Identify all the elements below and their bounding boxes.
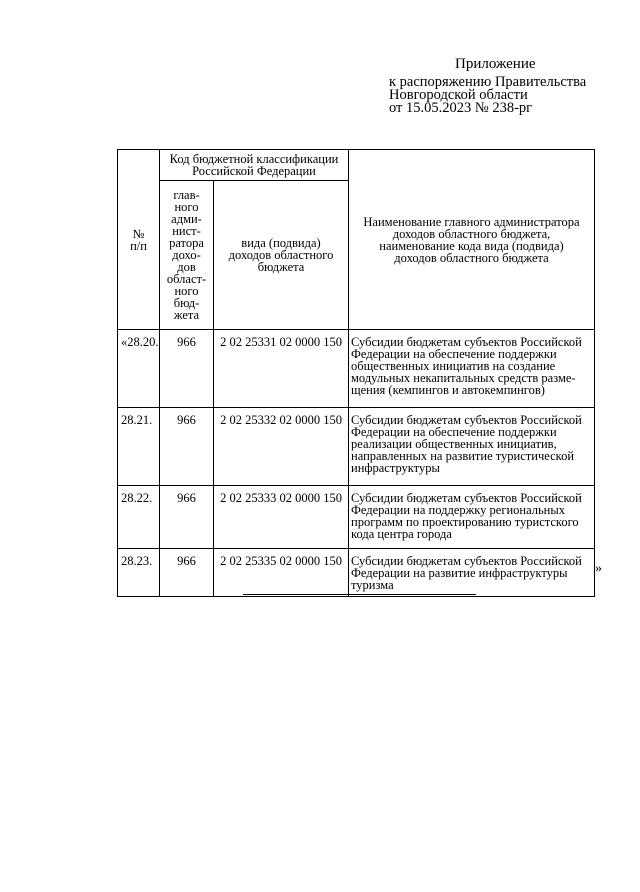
row-name-line: модульных некапитальных средств разме- [351,371,576,385]
reference-line-3: от 15.05.2023 № 238-рг [389,100,533,116]
header-admin-line: ного [174,284,199,298]
row-num: 28.21. [118,408,160,486]
row-name-line: Федерации на обеспечение поддержки [351,425,557,439]
row-name-line: туризма [351,578,394,592]
header-admin-line: нист- [172,224,201,238]
end-divider [243,594,476,595]
row-num: 28.22. [118,486,160,549]
header-num [118,150,160,330]
reference-line-2: Новгородской области [389,87,528,103]
table-row [118,408,595,486]
reference-line-1: к распоряжению Правительства [389,74,587,90]
row-kbk-code: 2 02 25331 02 0000 150 [214,330,349,408]
row-kbk-code: 2 02 25332 02 0000 150 [214,408,349,486]
header-num-line: п/п [130,238,147,253]
row-name-line: Субсидии бюджетам субъектов Российской [351,413,582,427]
header-admin-line: бюд- [173,296,200,310]
header-admin-line: област- [166,272,207,286]
appendix-reference [389,76,586,115]
row-name [349,486,595,549]
row-name-line: программ по проектированию туристского [351,515,579,529]
row-num: 28.23. [118,549,160,597]
row-name-line: Субсидии бюджетам субъектов Российской [351,335,582,349]
appendix-title: Приложение [455,56,536,72]
row-name [349,330,595,408]
row-name-line: Федерации на обеспечение поддержки [351,347,557,361]
header-code-line: доходов областного [228,248,334,262]
header-name-line: наименование кода вида (подвида) [379,238,564,253]
row-admin-code: 966 [160,486,214,549]
header-kbk-line: Российской Федерации [192,164,316,178]
header-name-line: Наименование главного администратора [363,214,580,229]
row-kbk-code: 2 02 25335 02 0000 150 [214,549,349,597]
header-admin-line: ного [174,200,199,214]
header-kbk-group [160,150,349,181]
row-kbk-code: 2 02 25333 02 0000 150 [214,486,349,549]
header-name [349,150,595,330]
header-name-line: доходов областного бюджета [394,250,549,265]
row-admin-code: 966 [160,549,214,597]
header-admin-line: дохо- [172,248,201,262]
header-admin-line: ратора [169,236,204,250]
row-name-line: направленных на развитие туристической [351,449,575,463]
header-admin-line: адми- [171,212,202,226]
row-name [349,549,595,597]
header-code-line: бюджета [257,260,305,274]
table-row [118,486,595,549]
header-code-line: вида (подвида) [241,236,321,250]
row-admin-code: 966 [160,408,214,486]
closing-quote: » [595,561,602,576]
row-name-line: Субсидии бюджетам субъектов Российской [351,491,582,505]
table-row [118,330,595,408]
row-name-line: Федерации на развитие инфраструктуры [351,566,568,580]
header-name-line: доходов областного бюджета, [392,226,551,241]
row-name-line: Субсидии бюджетам субъектов Российской [351,554,582,568]
row-num: «28.20. [118,330,160,408]
header-code [214,181,349,330]
row-name [349,408,595,486]
header-kbk-line: Код бюджетной классификации [169,152,339,166]
header-admin-line: глав- [173,188,200,202]
row-name-line: инфраструктуры [351,461,440,475]
header-admin-line: жета [173,308,200,322]
row-admin-code: 966 [160,330,214,408]
header-admin-line: дов [177,260,196,274]
budget-codes-table [117,149,595,597]
table-row [118,549,595,597]
row-name-line: щения (кемпингов и автокемпингов) [351,383,545,397]
header-admin [160,181,214,330]
row-name-line: Федерации на поддержку региональных [351,503,566,517]
header-num-line: № [132,226,145,241]
row-name-line: общественных инициатив на создание [351,359,556,373]
row-name-line: кода центра города [351,527,452,541]
row-name-line: реализации общественных инициатив, [351,437,557,451]
